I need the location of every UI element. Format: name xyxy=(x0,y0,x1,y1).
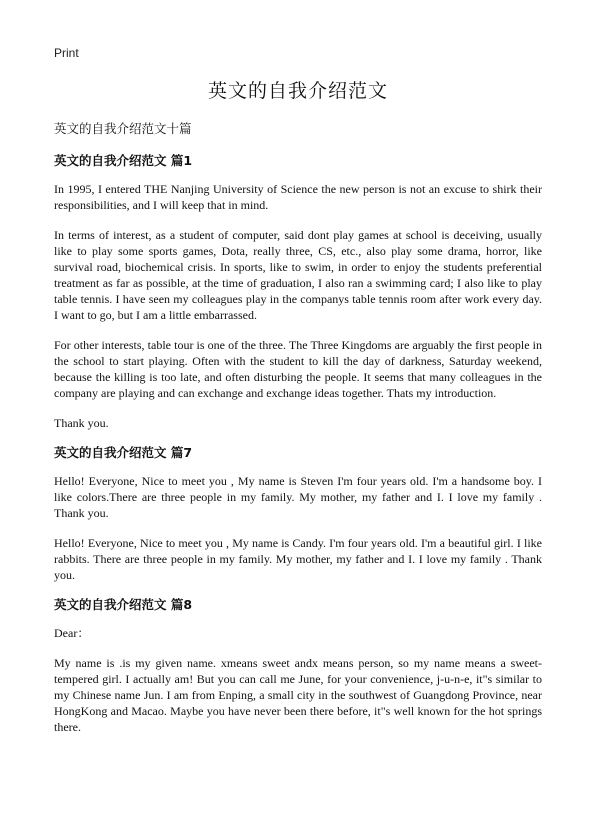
section-1 xyxy=(54,151,542,431)
paragraph: In terms of interest, as a student of computer, said dont play games at school is deceiving, usually like to play some sports games, Dota, really three, CS, etc., also play some drama, horror, like survival road, biochemical crisis. In sports, like to swim, in order to enjoy the students preferential treatment as far as possible, at the time of graduation, I also ran a swimming card; I also like to play table tennis. I have seen my colleagues play in the companys table tennis room after work every day. I want to go, but I am a little embarrassed. xyxy=(54,228,542,322)
section-heading: 英文的自我介绍范文 篇8 xyxy=(54,597,193,612)
paragraph: For other interests, table tour is one of the three. The Three Kingdoms are arguably the first people in the school to start playing. Often with the student to kill the day of darkness, Saturday weekend, because the killing is too late, and often disturbing the people. It seems that many colleagues in the company are playing and can exchange and exchange ideas together. Thats my introduction. xyxy=(54,338,542,400)
paragraph: In 1995, I entered THE Nanjing University of Science the new person is not an excuse to shirk their responsibilities, and I will keep that in mind. xyxy=(54,182,542,212)
paragraph: My name is .is my given name. xmeans sweet andx means person, so my name means a sweet-tempered girl. I actually am! But you can call me June, for your convenience, j-u-n-e, it"s similar to my Chinese name Jun. I am from Enping, a small city in the southwest of Guangdong Province, near HongKong and Macao. Maybe you have never been there before, it"s well known for the hot springs there. xyxy=(54,656,542,734)
section-heading: 英文的自我介绍范文 篇7 xyxy=(54,445,193,460)
document-page xyxy=(54,46,542,749)
page-subtitle: 英文的自我介绍范文十篇 xyxy=(54,121,192,136)
paragraph: Hello! Everyone, Nice to meet you , My name is Candy. I'm four years old. I'm a beautiful girl. I like rabbits. There are three people in my family. My mother, my father and I. I love my family . Thank you. xyxy=(54,536,542,582)
paragraph: Hello! Everyone, Nice to meet you , My name is Steven I'm four years old. I'm a handsome boy. I like colors.There are three people in my family. My mother, my father and I. I love my family . Thank you. xyxy=(54,474,542,520)
section-heading: 英文的自我介绍范文 篇1 xyxy=(54,153,193,168)
section-7 xyxy=(54,443,542,583)
print-link[interactable]: Print xyxy=(54,46,79,60)
paragraph: Thank you. xyxy=(54,416,109,430)
paragraph: Dear： xyxy=(54,626,90,640)
page-title: 英文的自我介绍范文 xyxy=(207,80,388,102)
section-8 xyxy=(54,595,542,735)
